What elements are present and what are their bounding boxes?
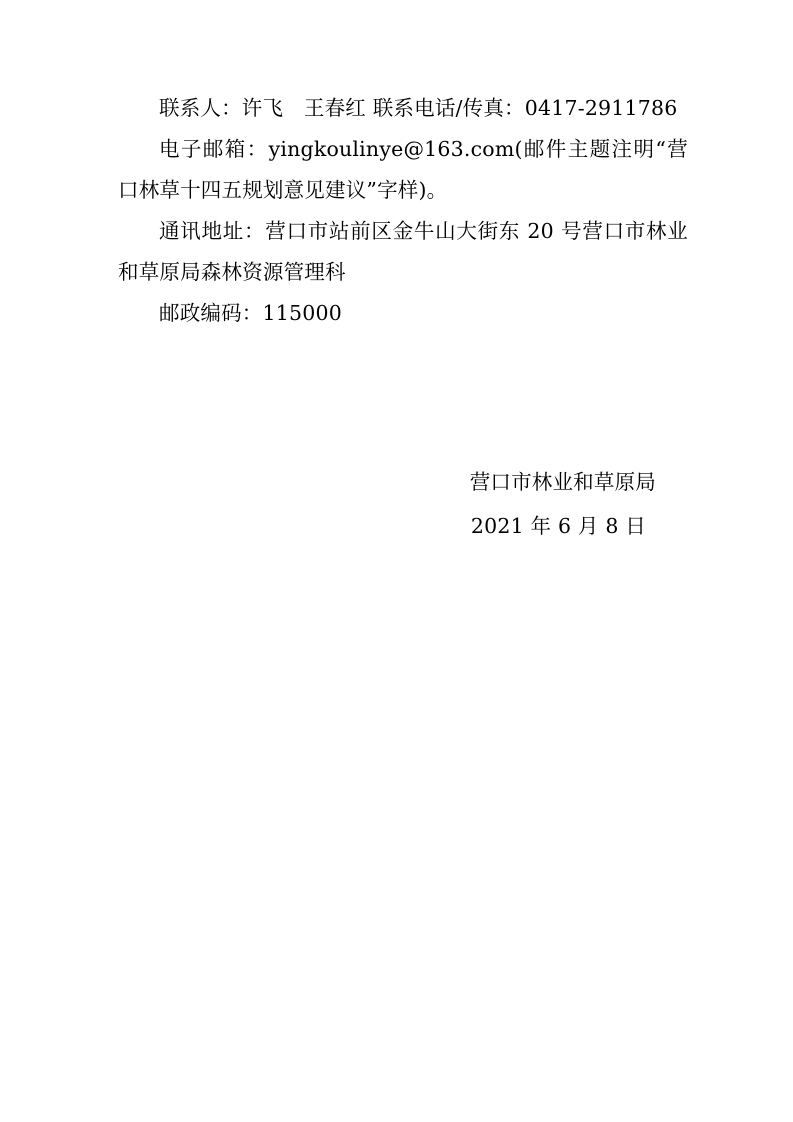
paragraph-contact-person: 联系人：许飞 王春红 联系电话/传真：0417-2911786 xyxy=(159,96,678,120)
paragraph-postal-code: 邮政编码：115000 xyxy=(159,301,342,325)
document-body xyxy=(118,88,688,334)
signature-organization: 营口市林业和草原局 xyxy=(469,470,656,494)
signature-block xyxy=(118,460,688,548)
paragraph-email: 电子邮箱：yingkoulinye@163.com(邮件主题注明“营口林草十四五规划意见建议”字样)。 xyxy=(118,137,688,202)
signature-date: 2021 年 6 月 8 日 xyxy=(470,514,646,538)
paragraph-mailing-address: 通讯地址：营口市站前区金牛山大街东 20 号营口市林业和草原局森林资源管理科 xyxy=(118,219,688,284)
